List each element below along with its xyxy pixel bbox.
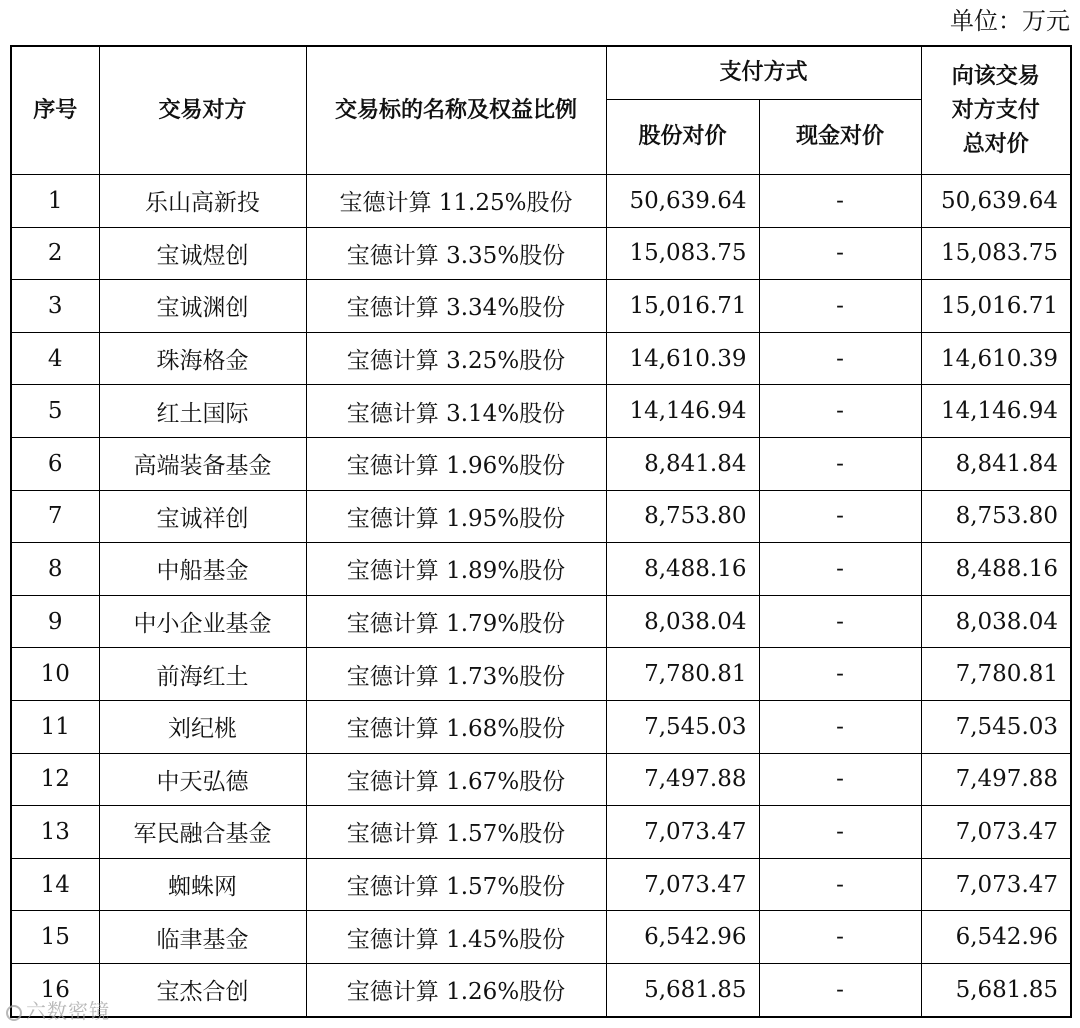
- cell-cash-consideration: -: [759, 648, 921, 701]
- cell-seq: 15: [11, 911, 99, 964]
- cell-cash-consideration: -: [759, 700, 921, 753]
- cell-counterparty: 中天弘德: [99, 753, 306, 806]
- transaction-table: [10, 45, 1072, 1018]
- cell-counterparty: 宝诚煜创: [99, 227, 306, 280]
- watermark-logo-icon: [6, 1005, 22, 1021]
- table-row: [11, 227, 1071, 280]
- header-counterparty: 交易对方: [99, 46, 306, 175]
- table-row: [11, 280, 1071, 333]
- cell-seq: 10: [11, 648, 99, 701]
- cell-cash-consideration: -: [759, 490, 921, 543]
- cell-share-consideration: 5,681.85: [606, 963, 759, 1016]
- cell-counterparty: 军民融合基金: [99, 806, 306, 859]
- cell-target: 宝德计算 1.95%股份: [306, 490, 606, 543]
- cell-total-consideration: 50,639.64: [921, 175, 1071, 228]
- table-row: [11, 543, 1071, 596]
- cell-counterparty: 红土国际: [99, 385, 306, 438]
- cell-share-consideration: 7,073.47: [606, 858, 759, 911]
- table-body: [11, 175, 1071, 1017]
- cell-seq: 16: [11, 963, 99, 1016]
- cell-share-consideration: 7,073.47: [606, 806, 759, 859]
- cell-target: 宝德计算 1.57%股份: [306, 858, 606, 911]
- cell-cash-consideration: -: [759, 227, 921, 280]
- cell-total-consideration: 7,780.81: [921, 648, 1071, 701]
- cell-counterparty: 中船基金: [99, 543, 306, 596]
- header-total-consideration: 向该交易对方支付总对价: [921, 46, 1071, 175]
- cell-target: 宝德计算 3.25%股份: [306, 332, 606, 385]
- cell-cash-consideration: -: [759, 175, 921, 228]
- cell-seq: 1: [11, 175, 99, 228]
- header-share-consideration: 股份对价: [606, 100, 759, 175]
- cell-share-consideration: 8,038.04: [606, 595, 759, 648]
- cell-cash-consideration: -: [759, 437, 921, 490]
- cell-total-consideration: 8,841.84: [921, 437, 1071, 490]
- cell-total-consideration: 14,610.39: [921, 332, 1071, 385]
- cell-counterparty: 临聿基金: [99, 911, 306, 964]
- header-row-1: [11, 46, 1071, 100]
- cell-total-consideration: 7,073.47: [921, 806, 1071, 859]
- header-cash-consideration: 现金对价: [759, 100, 921, 175]
- cell-total-consideration: 8,753.80: [921, 490, 1071, 543]
- cell-cash-consideration: -: [759, 543, 921, 596]
- cell-seq: 7: [11, 490, 99, 543]
- cell-seq: 12: [11, 753, 99, 806]
- cell-target: 宝德计算 3.34%股份: [306, 280, 606, 333]
- cell-seq: 11: [11, 700, 99, 753]
- cell-target: 宝德计算 1.79%股份: [306, 595, 606, 648]
- header-seq: 序号: [11, 46, 99, 175]
- cell-target: 宝德计算 1.45%股份: [306, 911, 606, 964]
- cell-seq: 5: [11, 385, 99, 438]
- cell-share-consideration: 8,841.84: [606, 437, 759, 490]
- cell-total-consideration: 8,488.16: [921, 543, 1071, 596]
- table-row: [11, 911, 1071, 964]
- cell-target: 宝德计算 1.96%股份: [306, 437, 606, 490]
- table-row: [11, 648, 1071, 701]
- cell-counterparty: 高端装备基金: [99, 437, 306, 490]
- table-header: [11, 46, 1071, 175]
- cell-counterparty: 前海红土: [99, 648, 306, 701]
- table-row: [11, 437, 1071, 490]
- cell-total-consideration: 14,146.94: [921, 385, 1071, 438]
- cell-target: 宝德计算 3.35%股份: [306, 227, 606, 280]
- cell-counterparty: 刘纪桃: [99, 700, 306, 753]
- cell-cash-consideration: -: [759, 858, 921, 911]
- cell-counterparty: 中小企业基金: [99, 595, 306, 648]
- cell-total-consideration: 7,545.03: [921, 700, 1071, 753]
- table-row: [11, 858, 1071, 911]
- cell-cash-consideration: -: [759, 385, 921, 438]
- cell-target: 宝德计算 1.68%股份: [306, 700, 606, 753]
- cell-seq: 13: [11, 806, 99, 859]
- cell-seq: 4: [11, 332, 99, 385]
- table-row: [11, 385, 1071, 438]
- watermark-text: 六数密镜: [26, 999, 110, 1023]
- cell-target: 宝德计算 1.67%股份: [306, 753, 606, 806]
- cell-target: 宝德计算 11.25%股份: [306, 175, 606, 228]
- cell-share-consideration: 8,488.16: [606, 543, 759, 596]
- cell-total-consideration: 7,073.47: [921, 858, 1071, 911]
- cell-cash-consideration: -: [759, 595, 921, 648]
- table-row: [11, 963, 1071, 1016]
- table-row: [11, 595, 1071, 648]
- cell-target: 宝德计算 1.26%股份: [306, 963, 606, 1016]
- cell-share-consideration: 14,610.39: [606, 332, 759, 385]
- cell-counterparty: 宝杰合创: [99, 963, 306, 1016]
- cell-counterparty: 宝诚渊创: [99, 280, 306, 333]
- table-row: [11, 490, 1071, 543]
- table-row: [11, 806, 1071, 859]
- header-target: 交易标的名称及权益比例: [306, 46, 606, 175]
- cell-share-consideration: 8,753.80: [606, 490, 759, 543]
- cell-share-consideration: 7,497.88: [606, 753, 759, 806]
- cell-share-consideration: 15,016.71: [606, 280, 759, 333]
- cell-cash-consideration: -: [759, 280, 921, 333]
- cell-total-consideration: 7,497.88: [921, 753, 1071, 806]
- cell-total-consideration: 8,038.04: [921, 595, 1071, 648]
- cell-total-consideration: 6,542.96: [921, 911, 1071, 964]
- cell-seq: 3: [11, 280, 99, 333]
- unit-label: 单位：万元: [950, 7, 1070, 35]
- cell-target: 宝德计算 1.89%股份: [306, 543, 606, 596]
- cell-counterparty: 乐山高新投: [99, 175, 306, 228]
- cell-seq: 14: [11, 858, 99, 911]
- cell-cash-consideration: -: [759, 911, 921, 964]
- cell-seq: 8: [11, 543, 99, 596]
- cell-cash-consideration: -: [759, 963, 921, 1016]
- header-payment-method: 支付方式: [606, 46, 921, 100]
- cell-share-consideration: 7,545.03: [606, 700, 759, 753]
- table-row: [11, 753, 1071, 806]
- table-row: [11, 175, 1071, 228]
- cell-cash-consideration: -: [759, 332, 921, 385]
- cell-target: 宝德计算 1.57%股份: [306, 806, 606, 859]
- cell-total-consideration: 15,083.75: [921, 227, 1071, 280]
- cell-total-consideration: 5,681.85: [921, 963, 1071, 1016]
- cell-share-consideration: 14,146.94: [606, 385, 759, 438]
- cell-share-consideration: 6,542.96: [606, 911, 759, 964]
- cell-share-consideration: 15,083.75: [606, 227, 759, 280]
- cell-target: 宝德计算 1.73%股份: [306, 648, 606, 701]
- cell-target: 宝德计算 3.14%股份: [306, 385, 606, 438]
- cell-counterparty: 蜘蛛网: [99, 858, 306, 911]
- table-row: [11, 332, 1071, 385]
- cell-seq: 2: [11, 227, 99, 280]
- cell-cash-consideration: -: [759, 753, 921, 806]
- watermark: [6, 995, 110, 1024]
- cell-total-consideration: 15,016.71: [921, 280, 1071, 333]
- cell-counterparty: 珠海格金: [99, 332, 306, 385]
- table-row: [11, 700, 1071, 753]
- cell-share-consideration: 50,639.64: [606, 175, 759, 228]
- cell-cash-consideration: -: [759, 806, 921, 859]
- cell-share-consideration: 7,780.81: [606, 648, 759, 701]
- cell-seq: 9: [11, 595, 99, 648]
- cell-counterparty: 宝诚祥创: [99, 490, 306, 543]
- cell-seq: 6: [11, 437, 99, 490]
